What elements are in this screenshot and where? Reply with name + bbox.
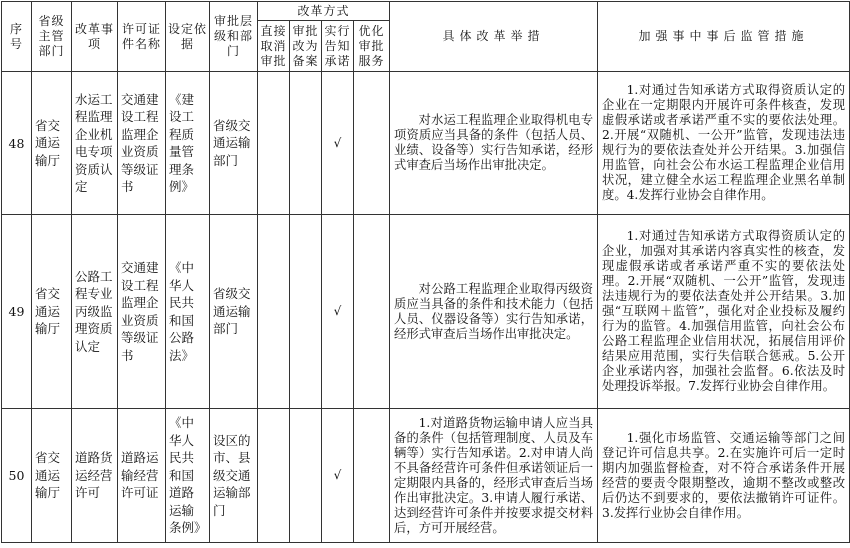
cell-mark-optimize (354, 215, 390, 409)
header-level: 审批层级和部门 (210, 2, 258, 72)
cell-seq: 50 (2, 409, 32, 543)
header-item: 改革事项 (72, 2, 118, 72)
cell-item: 公路工程专业丙级监理资质认定 (72, 215, 118, 409)
cell-mark-notify: √ (322, 215, 354, 409)
cell-mark-notify: √ (322, 409, 354, 543)
cell-dept: 省交通运输厅 (32, 72, 72, 215)
header-reform-mode: 改革方式 (258, 2, 390, 21)
cell-supervision: 1.对通过告知承诺方式取得资质认定的企业，加强对其承诺内容真实性的核查，发现虚假承诺或者承诺严重不实的要依法处理。2.开展“双随机、一公开”监管，发现违法违规行为的要依法查处并公开结果。3.加强“互联网＋监管”，强化对企业投标及履约行为的监管。4.加强信用监管，向社会公布公路工程监理企业信用状况，拓展信用评价结果应用范围，实行失信联合惩戒。5.公开企业承诺内容，加强社会监督。6.依法及时处理投诉举报。7.发挥行业协会自律作用。 (598, 215, 850, 409)
cell-license: 交通建设工程监理企业资质等级证书 (118, 72, 166, 215)
cell-item: 水运工程监理企业机电专项资质认定 (72, 72, 118, 215)
table-row (2, 409, 850, 543)
header-mode-cancel: 直接取消审批 (258, 21, 290, 72)
table-row (2, 215, 850, 409)
reform-table (1, 1, 850, 543)
cell-mark-cancel (258, 409, 290, 543)
cell-measures: 对水运工程监理企业取得机电专项资质应当具备的条件（包括人员、业绩、设备等）实行告知承诺，经形式审查后当场作出审批决定。 (390, 72, 598, 215)
cell-measures: 1.对道路货物运输申请人应当具备的条件（包括管理制度、人员及车辆等）实行告知承诺。2.对申请人尚不具备经营许可条件但承诺领证后一定期限内具备的，经形式审查后当场作出审批决定。3.申请人履行承诺、达到经营许可条件并按要求提交材料后，方可开展经营。 (390, 409, 598, 543)
cell-item: 道路货运经营许可 (72, 409, 118, 543)
cell-mark-optimize (354, 72, 390, 215)
header-mode-record: 审批改为备案 (290, 21, 322, 72)
cell-basis: 《建设工程质量管理条例》 (166, 72, 210, 215)
cell-mark-cancel (258, 72, 290, 215)
cell-basis: 《中华人民共和国道路运输条例》 (166, 409, 210, 543)
cell-license: 交通建设工程监理企业资质等级证书 (118, 215, 166, 409)
header-basis: 设定依据 (166, 2, 210, 72)
cell-dept: 省交通运输厅 (32, 215, 72, 409)
header-measures: 具体改革举措 (390, 2, 598, 72)
cell-mark-cancel (258, 215, 290, 409)
cell-seq: 49 (2, 215, 32, 409)
cell-mark-notify: √ (322, 72, 354, 215)
cell-supervision: 1.强化市场监管、交通运输等部门之间登记许可信息共享。2.在实施许可后一定时期内加强监督检查，对不符合承诺条件开展经营的要责令限期整改，逾期不整改或整改后仍达不到要求的，要依法撤销许可证件。3.发挥行业协会自律作用。 (598, 409, 850, 543)
cell-level: 省级交通运输部门 (210, 72, 258, 215)
table-row (2, 72, 850, 215)
header-supervision: 加强事中事后监管措施 (598, 2, 850, 72)
cell-mark-record (290, 409, 322, 543)
cell-measures: 对公路工程监理企业取得丙级资质应当具备的条件和技术能力（包括人员、仪器设备等）实行告知承诺，经形式审查后当场作出审批决定。 (390, 215, 598, 409)
cell-dept: 省交通运输厅 (32, 409, 72, 543)
cell-mark-record (290, 72, 322, 215)
header-license: 许可证件名称 (118, 2, 166, 72)
cell-seq: 48 (2, 72, 32, 215)
header-mode-optimize: 优化审批服务 (354, 21, 390, 72)
cell-level: 设区的市、县级交通运输部门 (210, 409, 258, 543)
cell-mark-optimize (354, 409, 390, 543)
header-mode-notify: 实行告知承诺 (322, 21, 354, 72)
cell-supervision: 1.对通过告知承诺方式取得资质认定的企业在一定期限内开展许可条件核查，发现虚假承诺或者承诺严重不实的要依法处理。2.开展“双随机、一公开”监管，发现违法违规行为的要依法查处并公开结果。3.加强信用监管，向社会公布水运工程监理企业信用状况，建立健全水运工程监理企业黑名单制度。4.发挥行业协会自律作用。 (598, 72, 850, 215)
cell-license: 道路运输经营许可证 (118, 409, 166, 543)
header-dept: 省级主管部门 (32, 2, 72, 72)
cell-mark-record (290, 215, 322, 409)
cell-basis: 《中华人民共和国公路法》 (166, 215, 210, 409)
header-seq: 序号 (2, 2, 32, 72)
cell-level: 省级交通运输部门 (210, 215, 258, 409)
